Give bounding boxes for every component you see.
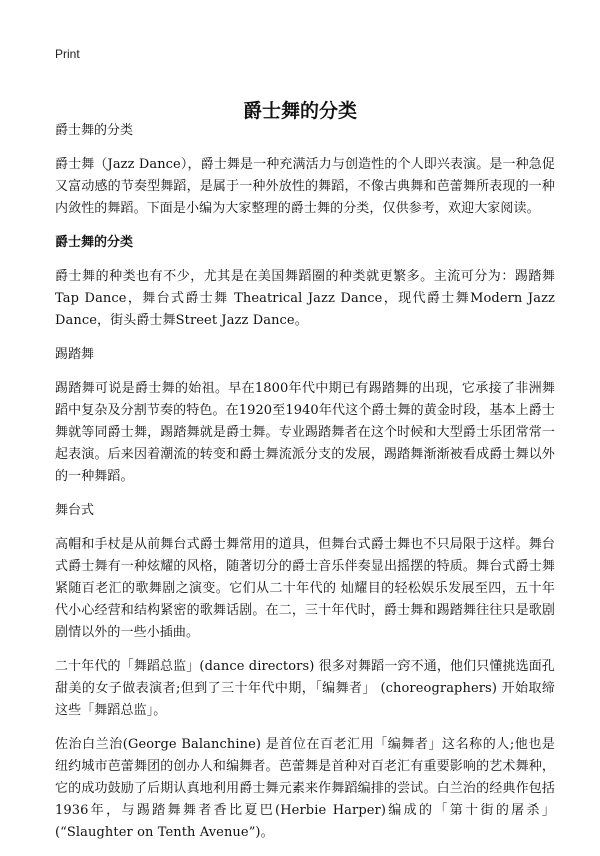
page-title: 爵士舞的分类 — [242, 99, 357, 122]
paragraph-tap-dance: 踢踏舞可说是爵士舞的始祖。早在1800年代中期已有踢踏舞的出现，它承接了非洲舞蹈中复杂及分割节奏的特色。在1920至1940年代这个爵士舞的黄金时段，基本上爵士舞就等同爵士舞，踢踏舞就是爵士舞。专业踢踏舞者在这个时候和大型爵士乐团常常一起表演。后来因着潮流的转变和爵士舞流派分支的发展，踢踏舞渐渐被看成爵士舞以外的一种舞蹈。 — [55, 381, 555, 484]
paragraph-dance-directors: 二十年代的「舞蹈总监」(dance directors) 很多对舞蹈一窍不通，他们只懂挑选面孔甜美的女子做表演者;但到了三十年代中期，「编舞者」 (choreographers) 开始取缔这些「舞蹈总监」。 — [55, 659, 555, 718]
print-link[interactable]: Print — [55, 47, 80, 61]
paragraph-theatrical: 高帽和手杖是从前舞台式爵士舞常用的道具，但舞台式爵士舞也不只局限于这样。舞台式爵士舞有一种炫耀的风格，随著切分的爵士音乐伴奏显出摇摆的特质。舞台式爵士舞紧随百老汇的歌舞剧之演变。它们从二十年代的 灿耀目的轻松娱乐发展至四，五十年代小心经营和结构紧密的歌舞话剧。在二，三十年代时，爵士舞和踢踏舞往往只是歌剧剧情以外的一些小插曲。 — [55, 537, 555, 640]
section-heading-classification: 爵士舞的分类 — [55, 235, 134, 250]
paragraph-intro: 爵士舞（Jazz Dance），爵士舞是一种充满活力与创造性的个人即兴表演。是一种急促又富动感的节奏型舞蹈，是属于一种外放性的舞蹈，不像古典舞和芭蕾舞所表现的一种内敛性的舞蹈。下面是小编为大家整理的爵士舞的分类，仅供参考，欢迎大家阅读。 — [55, 157, 555, 216]
section-heading-intro: 爵士舞的分类 — [55, 123, 134, 138]
paragraph-balanchine: 佐治白兰治(George Balanchine) 是首位在百老汇用「编舞者」这名称的人;他也是纽约城市芭蕾舞团的创办人和编舞者。芭蕾舞是首种对百老汇有重要影响的艺术舞种，它的成功鼓励了后期认真地利用爵士舞元素来作舞蹈编排的尝试。白兰治的经典作包括1936年，与踢踏舞舞者香比夏巴(Herbie Harper)编成的「第十街的屠杀」(“Slaughter on Tenth Avenue”)。 — [55, 737, 555, 840]
section-heading-theatrical: 舞台式 — [55, 503, 95, 518]
section-heading-tap-dance: 踢踏舞 — [55, 347, 95, 362]
article-body — [55, 120, 555, 856]
paragraph-classification: 爵士舞的种类也有不少，尤其是在美国舞蹈圈的种类就更繁多。主流可分为：踢踏舞 Tap Dance，舞台式爵士舞 Theatrical Jazz Dance，现代爵士舞Modern Jazz Dance，街头爵士舞Street Jazz Dance。 — [55, 269, 555, 328]
